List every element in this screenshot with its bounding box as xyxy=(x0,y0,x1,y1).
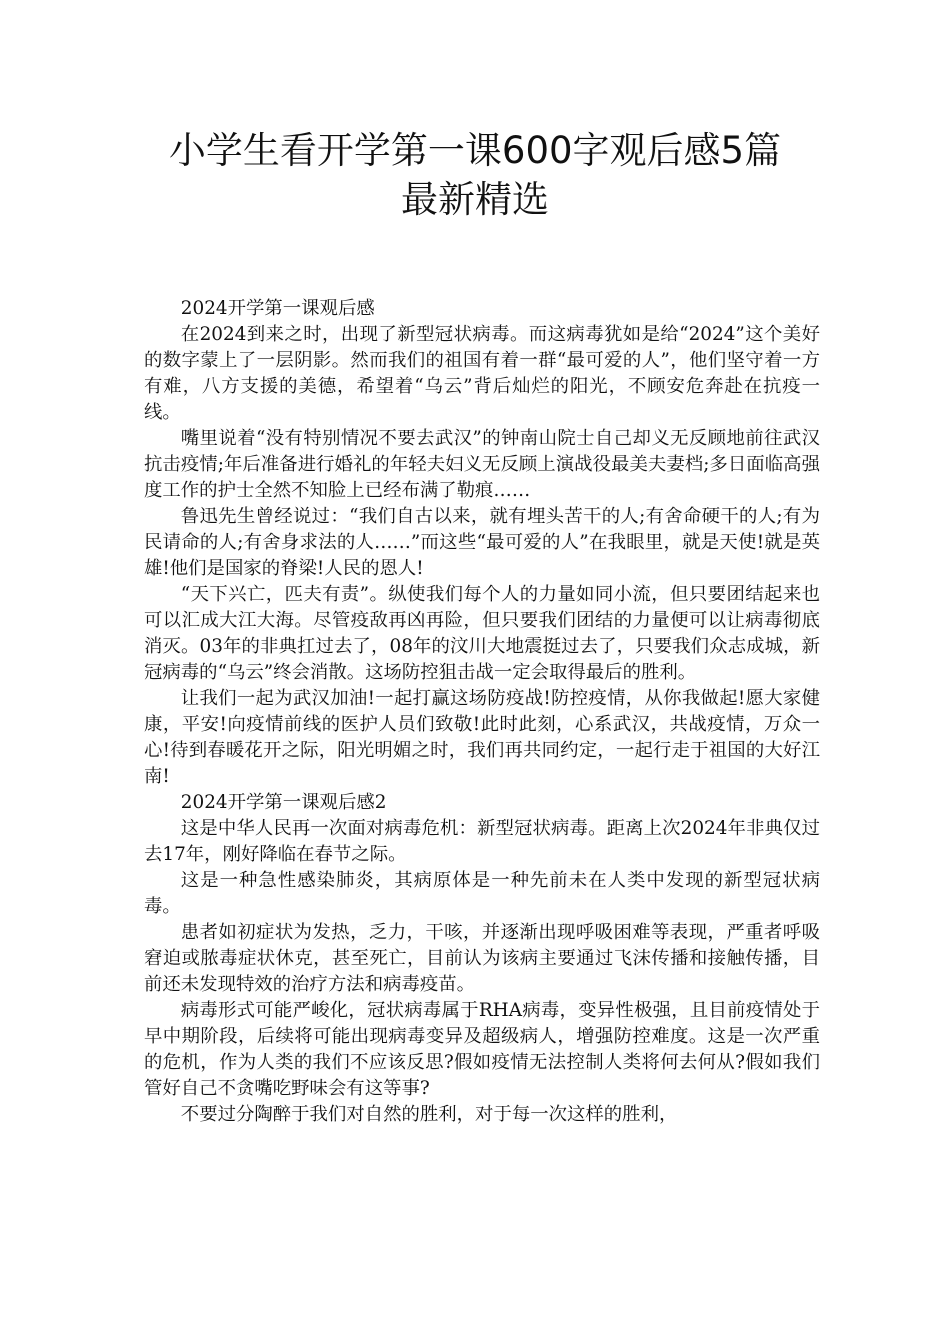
body-paragraph: 让我们一起为武汉加油!一起打赢这场防疫战!防控疫情，从你我做起!愿大家健康，平安!向疫情前线的医护人员们致敬!此时此刻，心系武汉，共战疫情，万众一心!待到春暖花开之际，阳光明媚之时，我们再共同约定，一起行走于祖国的大好江南! xyxy=(144,688,820,787)
body-paragraph: 嘴里说着“没有特别情况不要去武汉”的钟南山院士自己却义无反顾地前往武汉抗击疫情;年后准备进行婚礼的年轻夫妇义无反顾上演战役最美夫妻档;多日面临高强度工作的护士全然不知脸上已经布满了勒痕…… xyxy=(144,428,820,501)
body-paragraph: 在2024到来之时，出现了新型冠状病毒。而这病毒犹如是给“2024”这个美好的数字蒙上了一层阴影。然而我们的祖国有着一群“最可爱的人”，他们坚守着一方有难，八方支援的美德，希望着“乌云”背后灿烂的阳光，不顾安危奔赴在抗疫一线。 xyxy=(144,324,820,423)
body-paragraph: 这是一种急性感染肺炎，其病原体是一种先前未在人类中发现的新型冠状病毒。 xyxy=(144,870,820,917)
document-title-continued: 最新精选 xyxy=(401,178,549,221)
body-paragraph: 鲁迅先生曾经说过：“我们自古以来，就有埋头苦干的人;有舍命硬干的人;有为民请命的人;有舍身求法的人……”而这些“最可爱的人”在我眼里，就是天使!就是英雄!他们是国家的脊梁!人民的恩人! xyxy=(144,506,820,579)
body-paragraph: 不要过分陶醉于我们对自然的胜利，对于每一次这样的胜利， xyxy=(180,1104,678,1125)
body-paragraph: “天下兴亡，匹夫有责”。纵使我们每个人的力量如同小流，但只要团结起来也可以汇成大江大海。尽管疫敌再凶再险，但只要我们团结的力量便可以让病毒彻底消灭。03年的非典扛过去了，08年的汶川大地震挺过去了，只要我们众志成城，新冠病毒的“乌云”终会消散。这场防控狙击战一定会取得最后的胜利。 xyxy=(144,584,820,683)
document-body xyxy=(144,296,820,1128)
body-paragraph: 患者如初症状为发热，乏力，干咳，并逐渐出现呼吸困难等表现，严重者呼吸窘迫或脓毒症状休克，甚至死亡，目前认为该病主要通过飞沫传播和接触传播，目前还未发现特效的治疗方法和病毒疫苗。 xyxy=(144,922,820,995)
section-heading: 2024开学第一课观后感 xyxy=(180,298,375,319)
section-heading: 2024开学第一课观后感2 xyxy=(180,792,387,813)
body-paragraph: 这是中华人民再一次面对病毒危机：新型冠状病毒。距离上次2024年非典仅过去17年，刚好降临在春节之际。 xyxy=(144,818,820,865)
document-title: 小学生看开学第一课600字观后感5篇 xyxy=(168,129,782,172)
body-paragraph: 病毒形式可能严峻化，冠状病毒属于RHA病毒，变异性极强，且目前疫情处于早中期阶段，后续将可能出现病毒变异及超级病人，增强防控难度。这是一次严重的危机，作为人类的我们不应该反思?假如疫情无法控制人类将何去何从?假如我们管好自己不贪嘴吃野味会有这等事? xyxy=(144,1000,820,1099)
